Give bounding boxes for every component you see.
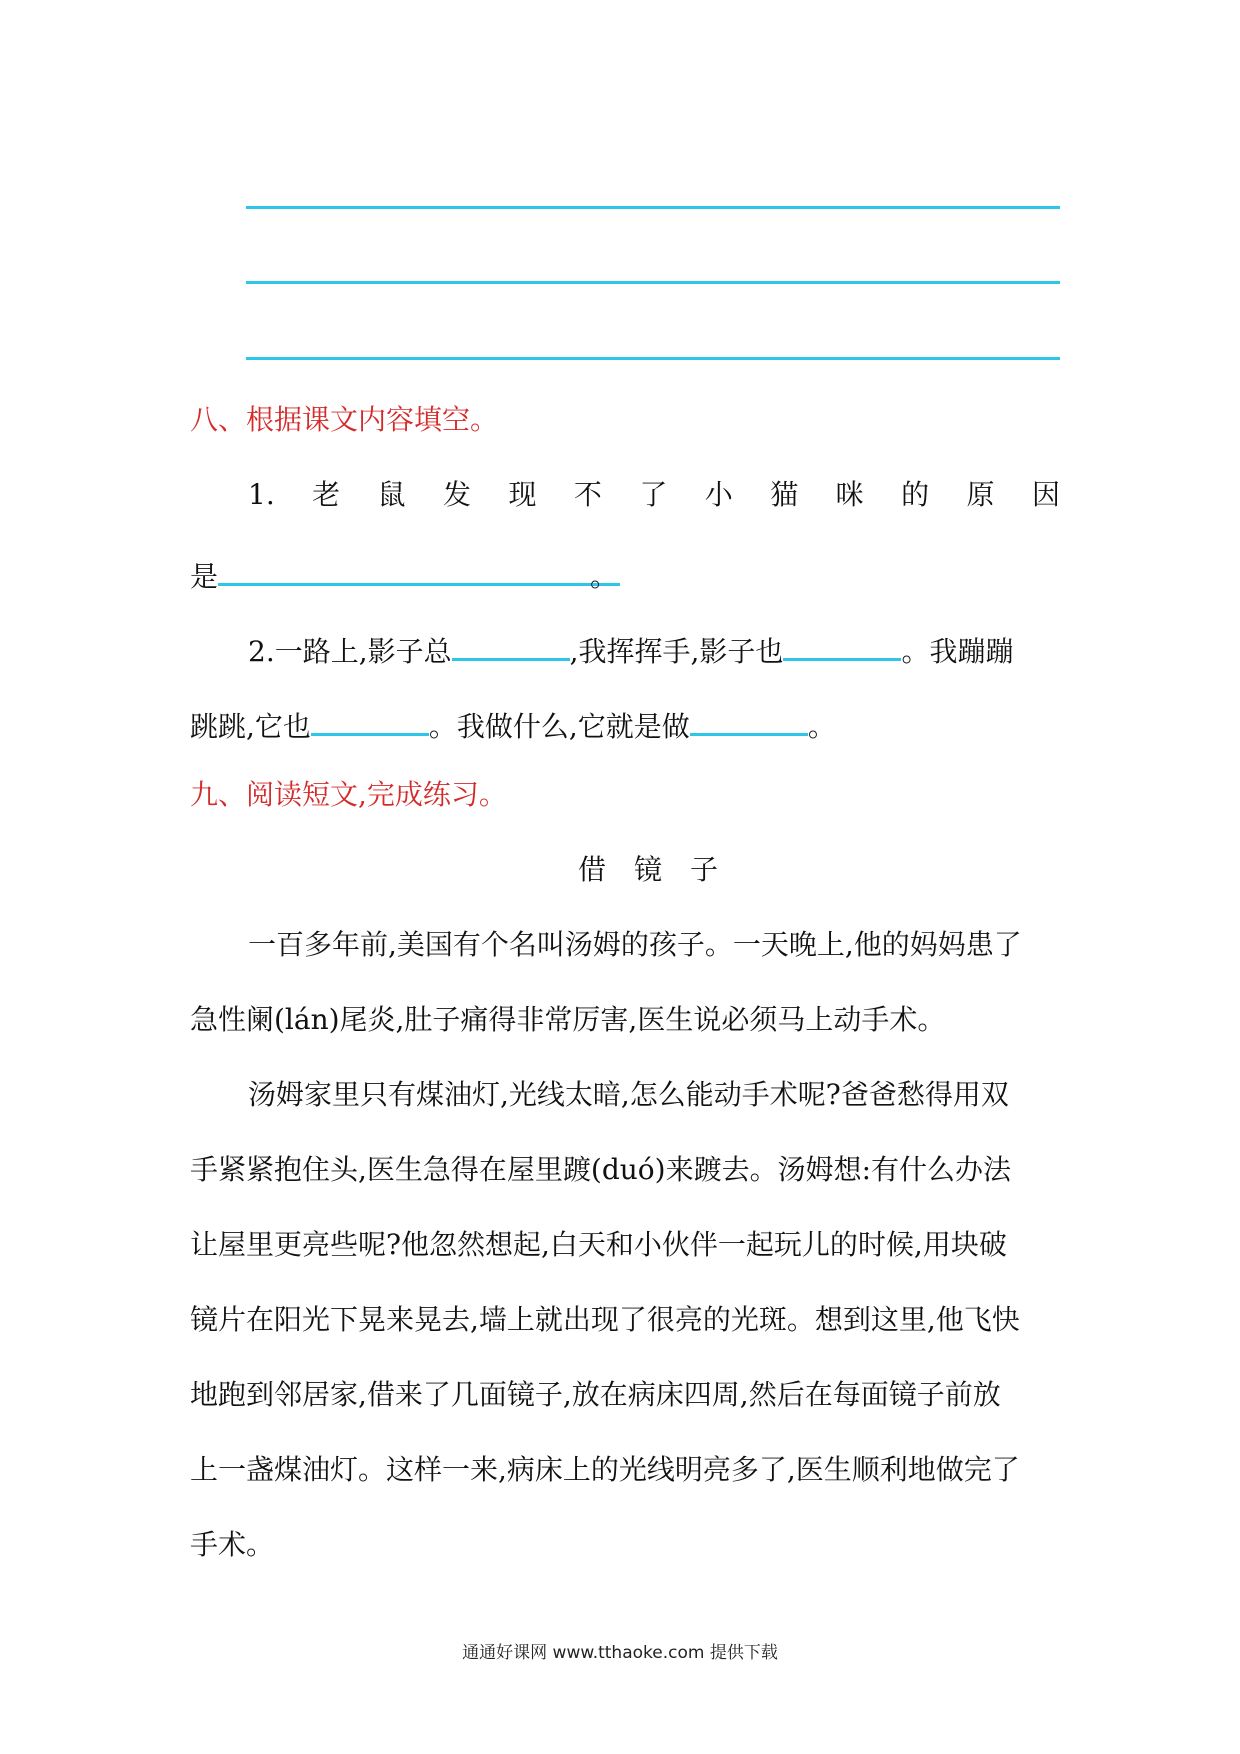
passage-line-2: 急性阑(lán)尾炎,肚子痛得非常厉害,医生说必须马上动手术。	[190, 1003, 946, 1036]
q2-line-2: 跳跳,它也 。我做什么,它就是做 。	[190, 703, 836, 744]
answer-line-3[interactable]	[246, 357, 1060, 360]
q2-blank-2[interactable]	[783, 628, 901, 661]
q2-blank-1[interactable]	[452, 628, 570, 661]
section-9-heading: 九、阅读短文,完成练习。	[190, 778, 507, 811]
passage-line-6: 镜片在阳光下晃来晃去,墙上就出现了很亮的光斑。想到这里,他飞快	[190, 1303, 1020, 1336]
passage-title: 借 镜 子	[578, 853, 719, 886]
q1-line: 1. 老 鼠 发 现 不 了 小 猫 咪 的 原 因	[248, 478, 1060, 511]
passage-line-4: 手紧紧抱住头,医生急得在屋里踱(duó)来踱去。汤姆想:有什么办法	[190, 1153, 1011, 1186]
section-8-heading: 八、根据课文内容填空。	[190, 403, 499, 436]
passage-line-3: 汤姆家里只有煤油灯,光线太暗,怎么能动手术呢?爸爸愁得用双	[248, 1078, 1009, 1111]
passage-line-9: 手术。	[190, 1528, 275, 1561]
passage-line-7: 地跑到邻居家,借来了几面镜子,放在病床四周,然后在每面镜子前放	[190, 1378, 1001, 1411]
passage-line-5: 让屋里更亮些呢?他忽然想起,白天和小伙伴一起玩儿的时候,用块破	[190, 1228, 1007, 1261]
passage-line-8: 上一盏煤油灯。这样一来,病床上的光线明亮多了,医生顺利地做完了	[190, 1453, 1020, 1486]
q1-blank[interactable]	[218, 553, 620, 586]
answer-line-2[interactable]	[246, 281, 1060, 284]
footer-credit: 通通好课网 www.tthaoke.com 提供下载	[462, 1643, 778, 1663]
q2-blank-3[interactable]	[311, 703, 429, 736]
passage-line-1: 一百多年前,美国有个名叫汤姆的孩子。一天晚上,他的妈妈患了	[248, 928, 1022, 961]
q2-line-1: 2.一路上,影子总 ,我挥挥手,影子也 。我蹦蹦	[248, 628, 1013, 669]
q2-blank-4[interactable]	[690, 703, 808, 736]
q1-continuation: 是 。	[190, 553, 618, 594]
answer-line-1[interactable]	[246, 206, 1060, 209]
